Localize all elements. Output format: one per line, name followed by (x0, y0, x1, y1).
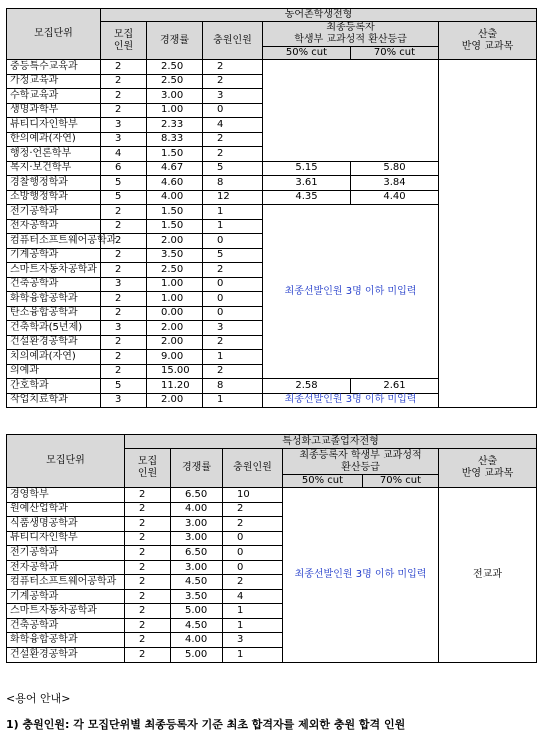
unit-cell: 기계공학과 (7, 248, 101, 263)
quota-cell: 2 (125, 604, 171, 619)
additional-cell: 8 (203, 176, 263, 191)
ratio-cell: 1.00 (147, 277, 203, 292)
ratio-cell: 9.00 (147, 350, 203, 365)
unit-cell: 치의예과(자연) (7, 350, 101, 365)
header-grade: 최종등록자 학생부 교과성적 환산등급 (263, 22, 439, 47)
notes-item-1: 1) 충원인원: 각 모집단위별 최종등록자 기준 최초 합격자를 제외한 충원 합격 인원 (6, 718, 406, 731)
ratio-cell: 1.50 (147, 219, 203, 234)
unit-cell: 기계공학과 (7, 589, 125, 604)
quota-cell: 2 (101, 205, 147, 220)
unit-cell: 복지·보건학부 (7, 161, 101, 176)
header-cut70: 70% cut (363, 475, 439, 488)
ratio-cell: 4.50 (171, 575, 223, 590)
additional-cell: 1 (203, 350, 263, 365)
unit-cell: 수학교육과 (7, 89, 101, 104)
ratio-cell: 6.50 (171, 546, 223, 561)
ratio-cell: 2.50 (147, 60, 203, 75)
ratio-cell: 1.00 (147, 103, 203, 118)
additional-cell: 4 (223, 589, 283, 604)
admission-table-rural (6, 8, 537, 408)
unit-cell: 전기공학과 (7, 205, 101, 220)
unit-cell: 컴퓨터소프트웨어공학과 (7, 575, 125, 590)
ratio-cell: 2.50 (147, 263, 203, 278)
unit-cell: 건축공학과 (7, 277, 101, 292)
additional-cell: 0 (223, 531, 283, 546)
quota-cell: 2 (101, 292, 147, 307)
ratio-cell: 6.50 (171, 488, 223, 503)
unit-cell: 경찰행정학과 (7, 176, 101, 191)
unit-cell: 중등특수교육과 (7, 60, 101, 75)
additional-cell: 1 (203, 219, 263, 234)
quota-cell: 3 (101, 393, 147, 408)
unit-cell: 전자공학과 (7, 560, 125, 575)
cut70-cell: 2.61 (351, 379, 439, 394)
ratio-cell: 2.00 (147, 393, 203, 408)
ratio-cell: 1.50 (147, 147, 203, 162)
cut50-cell: 3.61 (263, 176, 351, 191)
under3-note: 최종선발인원 3명 이하 미입력 (283, 488, 439, 663)
quota-cell: 2 (125, 589, 171, 604)
unit-cell: 식품생명공학과 (7, 517, 125, 532)
header-unit: 모집단위 (7, 9, 101, 60)
quota-cell: 2 (125, 531, 171, 546)
ratio-cell: 3.00 (171, 517, 223, 532)
unit-cell: 간호학과 (7, 379, 101, 394)
ratio-cell: 2.33 (147, 118, 203, 133)
ratio-cell: 2.00 (147, 321, 203, 336)
ratio-cell: 1.50 (147, 205, 203, 220)
quota-cell: 2 (101, 350, 147, 365)
cut70-cell: 4.40 (351, 190, 439, 205)
quota-cell: 2 (125, 648, 171, 663)
additional-cell: 2 (203, 74, 263, 89)
quota-cell: 3 (101, 118, 147, 133)
quota-cell: 5 (101, 176, 147, 191)
quota-cell: 2 (101, 306, 147, 321)
cut70-cell: 5.80 (351, 161, 439, 176)
under3-note: 최종선발인원 3명 이하 미입력 (263, 205, 439, 379)
quota-cell: 2 (101, 219, 147, 234)
ratio-cell: 8.33 (147, 132, 203, 147)
additional-cell: 2 (203, 60, 263, 75)
notes-title: <용어 안내> (6, 692, 71, 705)
unit-cell: 컴퓨터소프트웨어공학과 (7, 234, 101, 249)
quota-cell: 2 (125, 633, 171, 648)
quota-cell: 2 (101, 263, 147, 278)
ratio-cell: 3.00 (171, 560, 223, 575)
additional-cell: 2 (223, 575, 283, 590)
ratio-cell: 11.20 (147, 379, 203, 394)
ratio-cell: 3.50 (147, 248, 203, 263)
unit-cell: 행정·언론학부 (7, 147, 101, 162)
quota-cell: 2 (101, 364, 147, 379)
additional-cell: 0 (223, 560, 283, 575)
quota-cell: 2 (125, 618, 171, 633)
header-ratio: 경쟁률 (147, 22, 203, 60)
header-reflect: 산출 반영 교과목 (439, 449, 537, 488)
ratio-cell: 1.00 (147, 292, 203, 307)
under3-note: 최종선발인원 3명 이하 미입력 (263, 393, 439, 408)
additional-cell: 8 (203, 379, 263, 394)
quota-cell: 5 (101, 379, 147, 394)
unit-cell: 건설환경공학과 (7, 648, 125, 663)
additional-cell: 2 (203, 364, 263, 379)
additional-cell: 3 (223, 633, 283, 648)
admission-table-specialized (6, 434, 537, 663)
cut50-cell: 2.58 (263, 379, 351, 394)
additional-cell: 2 (223, 517, 283, 532)
ratio-cell: 15.00 (147, 364, 203, 379)
unit-cell: 건축학과(5년제) (7, 321, 101, 336)
quota-cell: 2 (125, 517, 171, 532)
unit-cell: 건설환경공학과 (7, 335, 101, 350)
header-additional: 충원인원 (223, 449, 283, 488)
additional-cell: 1 (223, 604, 283, 619)
quota-cell: 2 (125, 575, 171, 590)
quota-cell: 2 (101, 74, 147, 89)
reflect-cell (439, 60, 537, 408)
quota-cell: 2 (101, 89, 147, 104)
additional-cell: 0 (203, 234, 263, 249)
unit-cell: 건축공학과 (7, 618, 125, 633)
quota-cell: 2 (101, 248, 147, 263)
unit-cell: 화학융합공학과 (7, 292, 101, 307)
cut70-cell: 3.84 (351, 176, 439, 191)
header-unit: 모집단위 (7, 435, 125, 488)
ratio-cell: 3.50 (171, 589, 223, 604)
ratio-cell: 5.00 (171, 604, 223, 619)
ratio-cell: 5.00 (171, 648, 223, 663)
quota-cell: 2 (101, 103, 147, 118)
ratio-cell: 2.00 (147, 335, 203, 350)
header-ratio: 경쟁률 (171, 449, 223, 488)
header-cut70: 70% cut (351, 47, 439, 60)
additional-cell: 5 (203, 248, 263, 263)
ratio-cell: 0.00 (147, 306, 203, 321)
reflect-cell: 전교과 (439, 488, 537, 663)
unit-cell: 경영학부 (7, 488, 125, 503)
unit-cell: 탄소융합공학과 (7, 306, 101, 321)
ratio-cell: 2.00 (147, 234, 203, 249)
header-quota: 모집 인원 (101, 22, 147, 60)
unit-cell: 생명과학부 (7, 103, 101, 118)
quota-cell: 3 (101, 321, 147, 336)
header-reflect: 산출 반영 교과목 (439, 22, 537, 60)
additional-cell: 1 (223, 618, 283, 633)
ratio-cell: 4.00 (147, 190, 203, 205)
ratio-cell: 4.60 (147, 176, 203, 191)
ratio-cell: 4.00 (171, 502, 223, 517)
ratio-cell: 4.00 (171, 633, 223, 648)
unit-cell: 가정교육과 (7, 74, 101, 89)
additional-cell: 1 (223, 648, 283, 663)
additional-cell: 2 (223, 502, 283, 517)
header-grade: 최종등록자 학생부 교과성적 환산등급 (283, 449, 439, 475)
table-title: 농어촌학생전형 (101, 9, 537, 22)
ratio-cell: 2.50 (147, 74, 203, 89)
quota-cell: 2 (101, 60, 147, 75)
quota-cell: 5 (101, 190, 147, 205)
unit-cell: 작업치료학과 (7, 393, 101, 408)
unit-cell: 원예산업학과 (7, 502, 125, 517)
quota-cell: 2 (101, 335, 147, 350)
additional-cell: 2 (203, 335, 263, 350)
header-cut50: 50% cut (263, 47, 351, 60)
quota-cell: 2 (125, 560, 171, 575)
unit-cell: 한의예과(자연) (7, 132, 101, 147)
table-row (7, 488, 537, 503)
additional-cell: 4 (203, 118, 263, 133)
additional-cell: 0 (203, 103, 263, 118)
additional-cell: 0 (223, 546, 283, 561)
unit-cell: 스마트자동차공학과 (7, 263, 101, 278)
additional-cell: 2 (203, 132, 263, 147)
quota-cell: 3 (101, 132, 147, 147)
additional-cell: 1 (203, 393, 263, 408)
unit-cell: 화학융합공학과 (7, 633, 125, 648)
quota-cell: 2 (125, 502, 171, 517)
additional-cell: 5 (203, 161, 263, 176)
additional-cell: 1 (203, 205, 263, 220)
ratio-cell: 3.00 (171, 531, 223, 546)
additional-cell: 12 (203, 190, 263, 205)
unit-cell: 전자공학과 (7, 219, 101, 234)
empty-grade-cell (263, 60, 439, 162)
ratio-cell: 4.50 (171, 618, 223, 633)
additional-cell: 2 (203, 263, 263, 278)
additional-cell: 0 (203, 292, 263, 307)
quota-cell: 6 (101, 161, 147, 176)
header-additional: 충원인원 (203, 22, 263, 60)
quota-cell: 2 (125, 488, 171, 503)
ratio-cell: 4.67 (147, 161, 203, 176)
header-quota: 모집 인원 (125, 449, 171, 488)
cut50-cell: 5.15 (263, 161, 351, 176)
unit-cell: 스마트자동차공학과 (7, 604, 125, 619)
quota-cell: 2 (101, 234, 147, 249)
table-title: 특성화고교졸업자전형 (125, 435, 537, 449)
unit-cell: 의예과 (7, 364, 101, 379)
quota-cell: 3 (101, 277, 147, 292)
additional-cell: 10 (223, 488, 283, 503)
additional-cell: 2 (203, 147, 263, 162)
quota-cell: 4 (101, 147, 147, 162)
additional-cell: 0 (203, 277, 263, 292)
unit-cell: 소방행정학과 (7, 190, 101, 205)
cut50-cell: 4.35 (263, 190, 351, 205)
additional-cell: 0 (203, 306, 263, 321)
additional-cell: 3 (203, 89, 263, 104)
table-row (7, 60, 537, 75)
quota-cell: 2 (125, 546, 171, 561)
additional-cell: 3 (203, 321, 263, 336)
unit-cell: 뷰티디자인학부 (7, 118, 101, 133)
ratio-cell: 3.00 (147, 89, 203, 104)
header-cut50: 50% cut (283, 475, 363, 488)
unit-cell: 전기공학과 (7, 546, 125, 561)
unit-cell: 뷰티디자인학부 (7, 531, 125, 546)
